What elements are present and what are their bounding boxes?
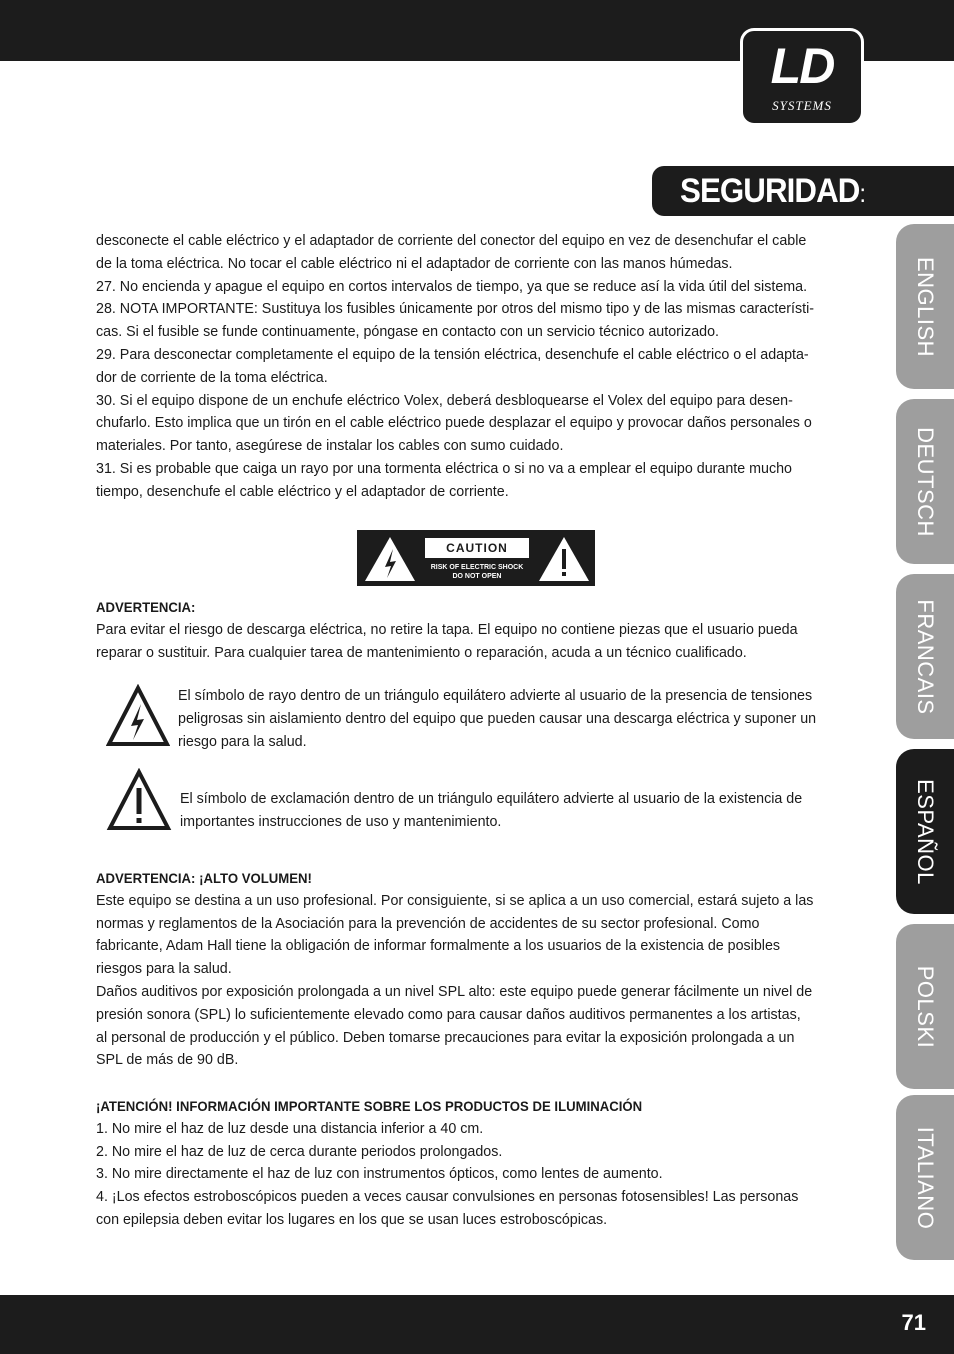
page-title: SEGURIDAD:	[680, 172, 866, 210]
paragraph: 28. NOTA IMPORTANTE: Sustituya los fusibles únicamente por otros del mismo tipo y de las mismas característi-cas. Si el fusible se funde continuamente, póngase en contacto con un servicio técnico autorizado.	[96, 300, 815, 341]
bottom-bar	[0, 1295, 954, 1354]
warning-heading: ADVERTENCIA:	[96, 599, 196, 615]
exclamation-explanation: El símbolo de exclamación dentro de un triángulo equilátero advierte al usuario de la existencia de importantes instrucciones de uso y mantenimiento.	[180, 790, 803, 830]
exclamation-triangle-icon	[537, 535, 591, 583]
caution-subtext: RISK OF ELECTRIC SHOCK DO NOT OPEN	[430, 564, 524, 580]
list-item: 3. No mire directamente el haz de luz con instrumentos ópticos, como lentes de aumento.	[96, 1165, 663, 1183]
paragraph: 29. Para desconectar completamente el equipo de la tensión eléctrica, desenchufe el cable eléctrico o el adapta-dor de corriente de la toma eléctrica.	[96, 345, 809, 386]
tab-espanol[interactable]: ESPAÑOL	[896, 749, 954, 914]
tab-francais[interactable]: FRANCAIS	[896, 574, 954, 739]
paragraph: Daños auditivos por exposición prolongada a un nivel SPL alto: este equipo puede generar fácilmente un nivel de presión sonora (SPL) lo suficientemente elevado como para causar daños auditivos permanentes a los artistas, al personal de producción y el público. Deben tomarse precauciones para evitar la exposición prolongada a un SPL de más de 90 dB.	[96, 982, 813, 1069]
exclamation-triangle-icon	[106, 768, 172, 832]
list-item: 1. No mire el haz de luz desde una distancia inferior a 40 cm.	[96, 1119, 484, 1137]
tab-italiano[interactable]: ITALIANO	[896, 1095, 954, 1260]
volume-warning-section	[96, 867, 815, 1072]
lightning-explanation: El símbolo de rayo dentro de un triángulo equilátero advierte al usuario de la presencia de tensiones peligrosas sin aislamiento dentro del equipo que pueden causar una descarga eléctrica y suponer un riesgo para la salud.	[178, 687, 817, 750]
paragraph: 30. Si el equipo dispone de un enchufe eléctrico Volex, deberá desbloquearse el Volex del equipo para desen-chufarlo. Esto implica que un tirón en el cable eléctrico puede desplazar el equipo y provocar daños personales o materiales. Por tanto, asegúrese de instalar los cables con sumo cuidado.	[96, 391, 812, 455]
list-item: 2. No mire el haz de luz de cerca durante periodos prolongados.	[96, 1142, 503, 1160]
volume-warning-heading: ADVERTENCIA: ¡ALTO VOLUMEN!	[96, 870, 312, 886]
lightning-triangle-icon	[106, 684, 170, 748]
warning-section	[96, 596, 815, 664]
tab-polski[interactable]: POLSKI	[896, 924, 954, 1089]
lighting-section	[96, 1095, 815, 1232]
ld-systems-logo	[740, 28, 864, 126]
paragraph: 31. Si es probable que caiga un rayo por una tormenta eléctrica o si no va a emplear el equipo durante mucho tiempo, desenchufe el cable eléctrico y el adaptador de corriente.	[96, 459, 793, 500]
caution-title: CAUTION	[425, 538, 529, 558]
page-number: 71	[901, 1310, 926, 1335]
paragraph: 27. No encienda y apague el equipo en cortos intervalos de tiempo, ya que se reduce así la vida útil del sistema.	[96, 277, 808, 295]
tab-english[interactable]: ENGLISH	[896, 224, 954, 389]
lightning-triangle-icon	[363, 535, 417, 583]
paragraph: Este equipo se destina a un uso profesional. Por consiguiente, si se aplica a un uso comercial, estará sujeto a las normas y reglamentos de la Asociación para la prevención de accidentes de su sector profesional. Como fabricante, Adam Hall tiene la obligación de informar formalmente a los usuarios de la existencia de posibles riesgos para la salud.	[96, 891, 814, 978]
warning-body: Para evitar el riesgo de descarga eléctrica, no retire la tapa. El equipo no contiene piezas que el usuario pueda reparar o sustituir. Para cualquier tarea de mantenimiento o reparación, acuda a un técnico cualificado.	[96, 620, 798, 661]
caution-label-graphic	[357, 530, 595, 586]
intro-paragraphs	[96, 230, 815, 504]
logo-mark: LD	[770, 38, 834, 94]
logo-subtitle: SYSTEMS	[772, 98, 832, 113]
lighting-heading: ¡ATENCIÓN! INFORMACIÓN IMPORTANTE SOBRE LOS PRODUCTOS DE ILUMINACIÓN	[96, 1098, 643, 1114]
list-item: 4. ¡Los efectos estroboscópicos pueden a veces causar convulsiones en personas fotosensibles! Las personas con epilepsia deben evitar los lugares en los que se usan luces estroboscópicas.	[96, 1188, 799, 1228]
paragraph: desconecte el cable eléctrico y el adaptador de corriente del conector del equipo en vez de desenchufar el cable de la toma eléctrica. No tocar el cable eléctrico ni el adaptador de corriente con las manos húmedas.	[96, 232, 807, 272]
section-title-tab	[652, 166, 954, 216]
tab-deutsch[interactable]: DEUTSCH	[896, 399, 954, 564]
